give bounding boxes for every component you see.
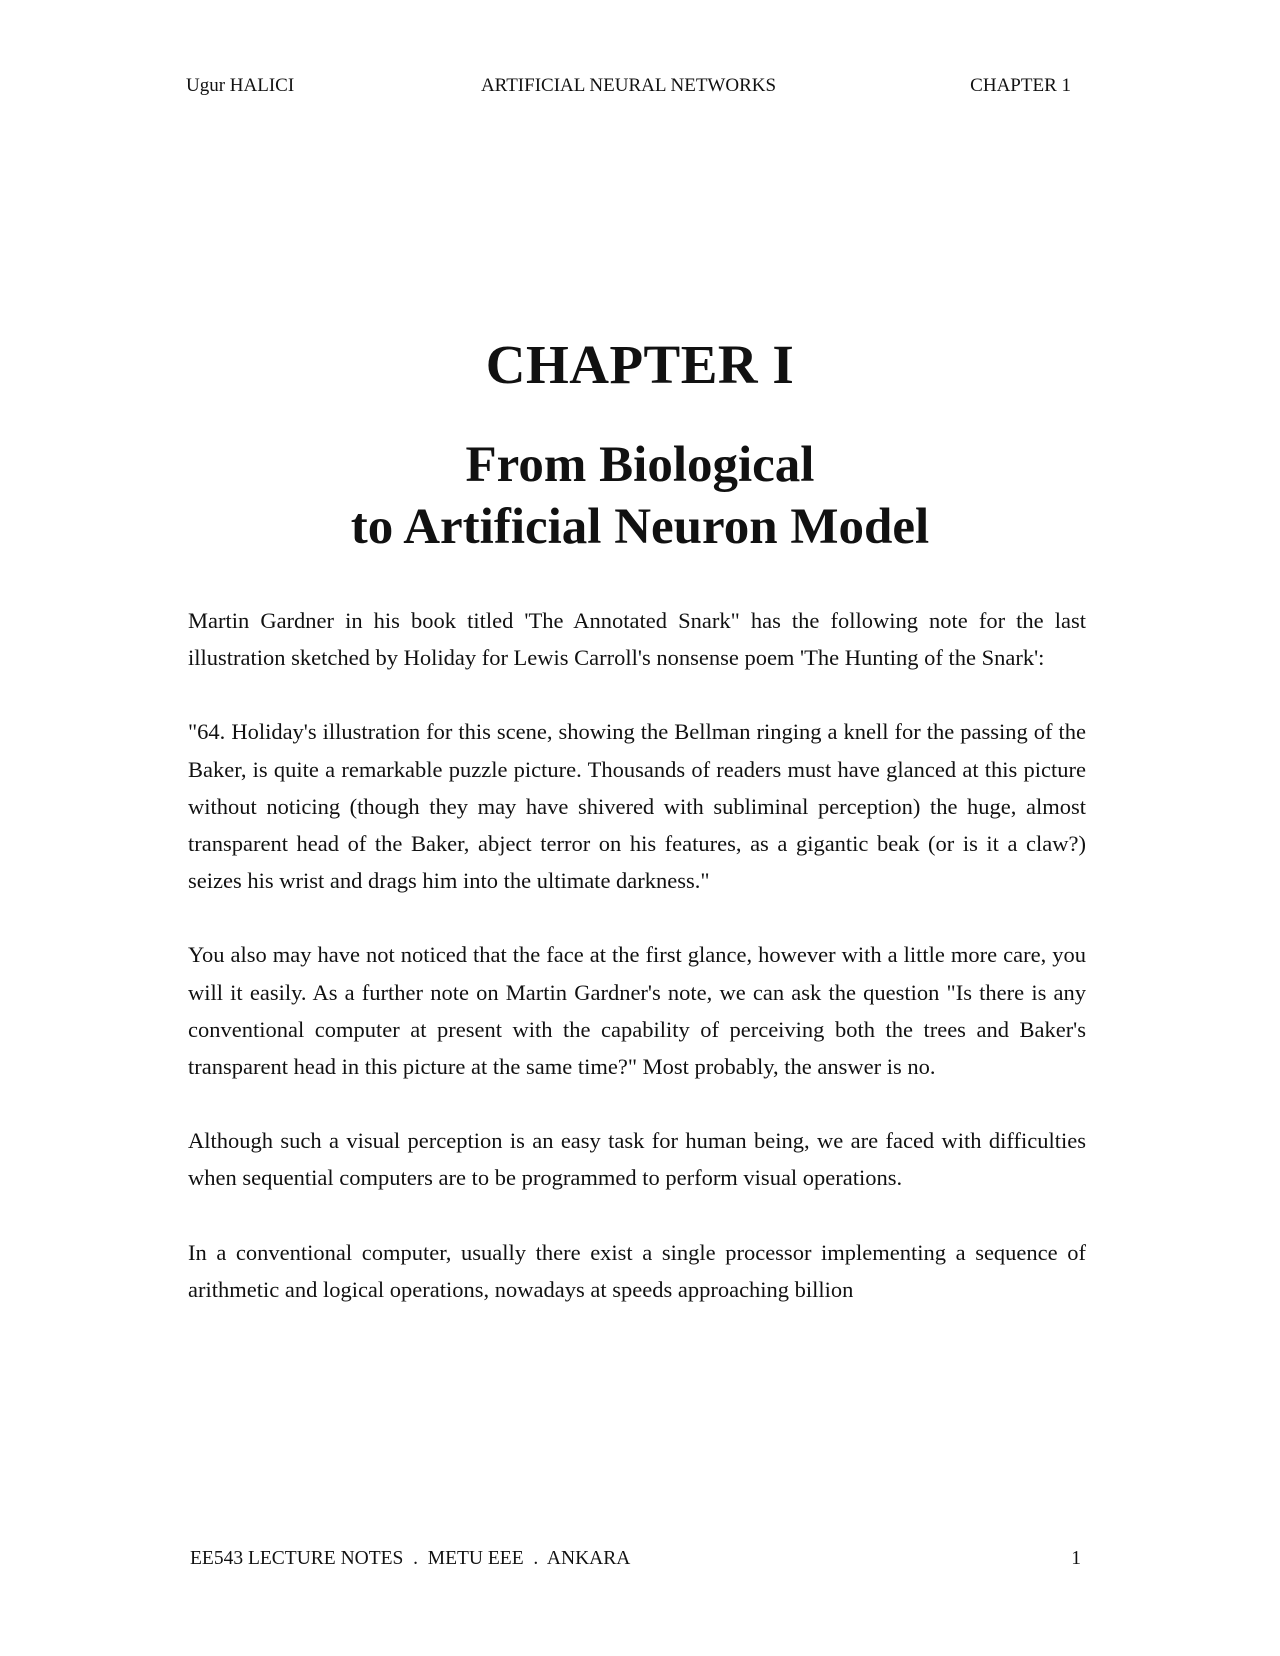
page-number: 1: [1071, 1548, 1081, 1569]
header-chapter: CHAPTER 1: [970, 75, 1071, 96]
chapter-title: [0, 434, 1280, 558]
body-text: [188, 602, 1086, 1345]
paragraph-quote: "64. Holiday's illustration for this scene, showing the Bellman ringing a knell for the passing of the Baker, is quite a remarkable puzzle picture. Thousands of readers must have glanced at this picture without noticing (though they may have shivered with subliminal perception) the huge, almost transparent head of the Baker, abject terror on his features, as a gigantic beak (or is it a claw?) seizes his wrist and drags him into the ultimate darkness.": [188, 719, 1086, 894]
paragraph-intro: Martin Gardner in his book titled 'The Annotated Snark" has the following note for the last illustration sketched by Holiday for Lewis Carroll's nonsense poem 'The Hunting of the Snark':: [188, 608, 1086, 671]
chapter-label: CHAPTER I: [485, 334, 795, 395]
running-footer: [190, 1546, 1081, 1572]
paragraph-conventional-computer: In a conventional computer, usually there exist a single processor implementing a sequence of arithmetic and logical operations, nowadays at speeds approaching billion: [188, 1239, 1086, 1302]
chapter-title-line-2: to Artificial Neuron Model: [350, 499, 930, 555]
footer-course-info: EE543 LECTURE NOTES . METU EEE . ANKARA: [190, 1548, 631, 1569]
paragraph-observation: You also may have not noticed that the face at the first glance, however with a little more care, you will it easily. As a further note on Martin Gardner's note, we can ask the question "Is there is any conventional computer at present with the capability of perceiving both the trees and Baker's transparent head in this picture at the same time?" Most probably, the answer is no.: [188, 942, 1086, 1080]
header-author: Ugur HALICI: [186, 75, 295, 96]
chapter-title-line-1: From Biological: [465, 437, 815, 493]
paragraph-visual-perception: Although such a visual perception is an easy task for human being, we are faced with difficulties when sequential computers are to be programmed to perform visual operations.: [188, 1128, 1086, 1191]
header-course-title: ARTIFICIAL NEURAL NETWORKS: [480, 75, 777, 96]
running-header: [186, 74, 1071, 98]
